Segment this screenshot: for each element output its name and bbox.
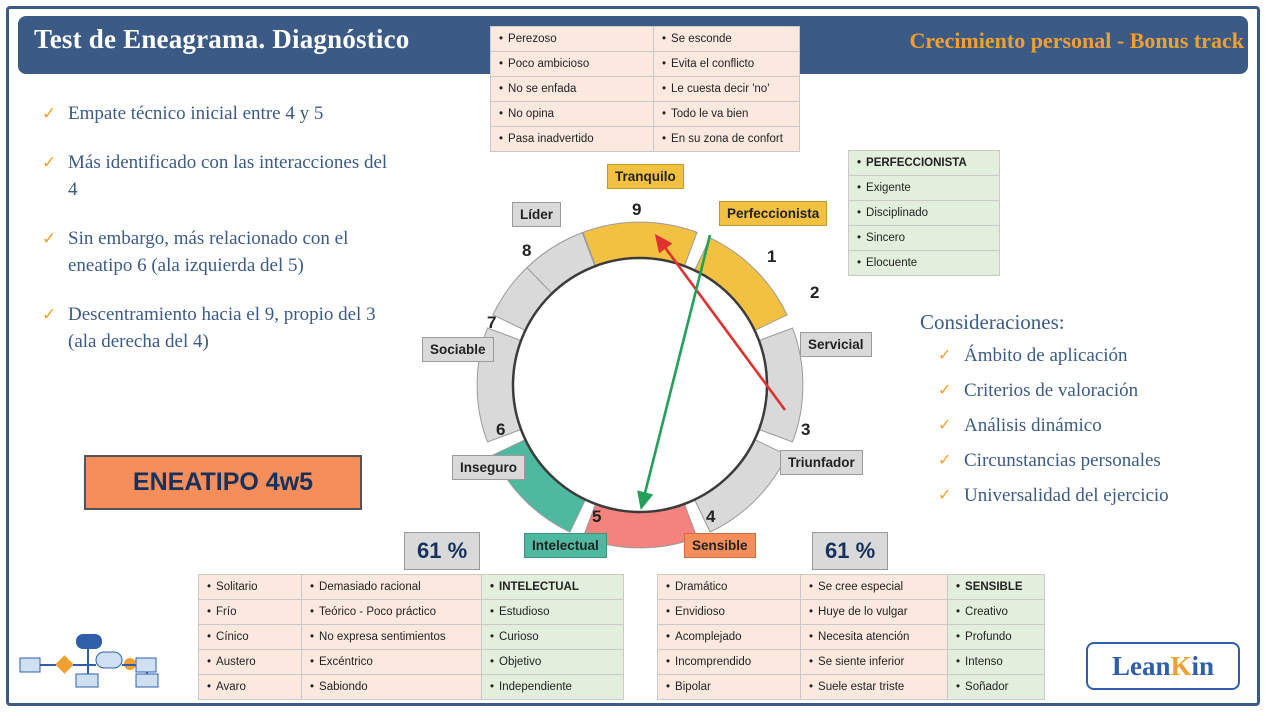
logo-k: K — [1170, 650, 1192, 681]
table-row: • Acomplejado • Necesita atención • Profundo — [658, 625, 1045, 650]
table-row: • Perezoso • Se esconde — [491, 27, 800, 52]
table-row: • No opina • Todo le va bien — [491, 102, 800, 127]
list-item-label: Análisis dinámico — [964, 415, 1102, 436]
wheel-number-5: 5 — [592, 507, 602, 526]
list-item — [938, 485, 1258, 507]
check-icon: ✓ — [938, 487, 952, 504]
logo-in: in — [1191, 650, 1215, 681]
list-item — [938, 380, 1258, 402]
traits-table-perfeccionista — [848, 150, 1000, 276]
considerations-list — [938, 345, 1258, 520]
wheel-label-intelectual[interactable]: Intelectual — [524, 533, 607, 558]
enneagram-wheel — [430, 175, 850, 595]
wheel-label-perfeccionista[interactable]: Perfeccionista — [719, 201, 827, 226]
list-item-label: Ámbito de aplicación — [964, 345, 1128, 366]
wheel-label-lider[interactable]: Líder — [512, 202, 561, 227]
list-item-label: Criterios de valoración — [964, 380, 1139, 401]
wheel-number-6: 6 — [496, 420, 506, 439]
check-icon: ✓ — [938, 347, 952, 364]
table-row: • Disciplinado — [849, 201, 1000, 226]
page-title: Test de Eneagrama. Diagnóstico — [34, 24, 410, 54]
table-row: • Austero • Excéntrico • Objetivo — [199, 650, 624, 675]
table-row: • Avaro • Sabiondo • Independiente — [199, 675, 624, 700]
check-icon: ✓ — [938, 417, 952, 434]
table-row: • Poco ambicioso • Evita el conflicto — [491, 52, 800, 77]
enneagram-ring-svg — [430, 175, 850, 595]
list-item — [938, 415, 1258, 437]
table-row: • Frío • Teórico - Poco práctico • Estudioso — [199, 600, 624, 625]
wheel-label-sociable[interactable]: Sociable — [422, 337, 494, 362]
list-item-label: Empate técnico inicial entre 4 y 5 — [68, 103, 324, 124]
check-icon: ✓ — [938, 382, 952, 399]
logo-lean: Lean — [1111, 650, 1171, 681]
considerations-title: Consideraciones: — [920, 310, 1065, 334]
traits-table-nine — [490, 26, 800, 152]
list-item — [938, 450, 1258, 472]
wheel-number-4: 4 — [706, 507, 716, 526]
wheel-number-7: 7 — [487, 313, 497, 332]
list-item-label: Más identificado con las interacciones del 4 — [68, 152, 388, 200]
table-row: • Sincero — [849, 226, 1000, 251]
process-diagram-icon — [18, 628, 168, 690]
wheel-label-triunfador[interactable]: Triunfador — [780, 450, 863, 475]
percentage-badge-sensible: 61 % — [812, 532, 888, 570]
wheel-number-9: 9 — [632, 200, 642, 219]
list-item — [38, 301, 398, 355]
header-subtitle: Crecimiento personal - Bonus track — [909, 28, 1244, 53]
table-row: • Solitario • Demasiado racional • INTELECTUAL — [199, 575, 624, 600]
check-icon: ✓ — [938, 452, 952, 469]
wheel-label-sensible[interactable]: Sensible — [684, 533, 756, 558]
table-row: • No se enfada • Le cuesta decir 'no' — [491, 77, 800, 102]
list-item — [38, 149, 398, 203]
table-row: • Exigente — [849, 176, 1000, 201]
left-bullet-list — [38, 100, 398, 377]
table-row: • Envidioso • Huye de lo vulgar • Creativo — [658, 600, 1045, 625]
list-item-label: Universalidad del ejercicio — [964, 485, 1169, 506]
check-icon: ✓ — [42, 104, 57, 123]
wheel-number-3: 3 — [801, 420, 811, 439]
percentage-badge-intelectual: 61 % — [404, 532, 480, 570]
list-item-label: Sin embargo, más relacionado con el eneatipo 6 (ala izquierda del 5) — [68, 228, 349, 276]
table-row: • Elocuente — [849, 251, 1000, 276]
wheel-label-servicial[interactable]: Servicial — [800, 332, 872, 357]
wheel-label-tranquilo[interactable]: Tranquilo — [607, 164, 684, 189]
check-icon: ✓ — [42, 305, 57, 324]
table-row: • Pasa inadvertido • En su zona de confort — [491, 127, 800, 152]
table-row: • Incomprendido • Se siente inferior • Intenso — [658, 650, 1045, 675]
green-arrow — [642, 235, 710, 505]
logo — [1086, 642, 1240, 690]
check-icon: ✓ — [42, 153, 57, 172]
table-row: • Bipolar • Suele estar triste • Soñador — [658, 675, 1045, 700]
list-item — [38, 225, 398, 279]
check-icon: ✓ — [42, 229, 57, 248]
list-item — [38, 100, 398, 127]
table-row: • Cínico • No expresa sentimientos • Curioso — [199, 625, 624, 650]
list-item-label: Descentramiento hacia el 9, propio del 3 (ala derecha del 4) — [68, 304, 376, 352]
list-item-label: Circunstancias personales — [964, 450, 1161, 471]
table-row: • Dramático • Se cree especial • SENSIBLE — [658, 575, 1045, 600]
eneatipo-result-box: ENEATIPO 4w5 — [84, 455, 362, 510]
list-item — [938, 345, 1258, 367]
wheel-number-2: 2 — [810, 283, 820, 302]
wheel-label-inseguro[interactable]: Inseguro — [452, 455, 525, 480]
wheel-number-8: 8 — [522, 241, 532, 260]
wheel-number-1: 1 — [767, 247, 777, 266]
table-row: • PERFECCIONISTA — [849, 151, 1000, 176]
